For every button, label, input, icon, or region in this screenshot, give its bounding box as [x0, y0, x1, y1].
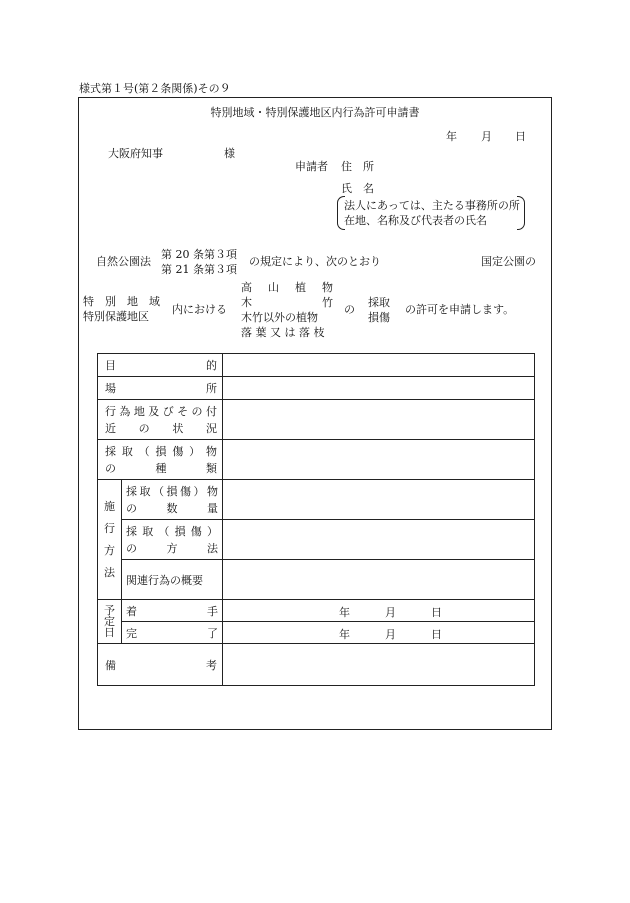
end-day-label: 日 — [431, 627, 442, 641]
site-l1-c2: 為 — [119, 404, 131, 418]
row-start-date — [98, 600, 535, 622]
qty-l2-c3: 量 — [207, 501, 218, 515]
plant-fallen-leaves: 落 葉 又 は 落 枝 — [241, 326, 325, 339]
law-article-21: 第 21 条第３項 — [161, 263, 237, 276]
purpose-c2: 的 — [206, 359, 217, 372]
start-c2: 手 — [207, 604, 218, 618]
row-purpose — [98, 354, 535, 377]
law-name: 自然公園法 — [96, 255, 151, 268]
site-l1-c5: び — [162, 404, 174, 418]
end-c2: 了 — [207, 626, 218, 640]
applicant-address-label: 住 所 — [341, 160, 374, 173]
species-l1-c1: 採 — [105, 444, 116, 458]
site-l2-c2: の — [138, 421, 150, 435]
form-number: 様式第１号(第２条関係)その９ — [79, 82, 231, 95]
start-c1: 着 — [126, 604, 137, 618]
location-c1: 場 — [105, 382, 116, 395]
label-start — [122, 600, 223, 622]
method-c2: 行 — [104, 521, 115, 535]
site-l2-c1: 近 — [105, 421, 116, 435]
label-species — [98, 440, 223, 480]
species-l1-c2: 取 — [121, 444, 133, 458]
qty-l1-c4: 損 — [166, 484, 178, 498]
site-l1-c4: 及 — [148, 404, 160, 418]
start-month-label: 月 — [385, 605, 396, 619]
means-l1-c6: ） — [206, 524, 218, 538]
schedule-c1: 予 — [104, 604, 115, 617]
start-year-label: 年 — [339, 605, 350, 619]
area-within-text: 内における — [172, 303, 227, 316]
means-l2-c3: 法 — [207, 541, 218, 555]
row-remarks — [98, 644, 535, 686]
corporation-note: 法人にあっては、主たる事務所の所在地、名称及び代表者の氏名 — [344, 199, 520, 227]
action-particle: の — [344, 303, 355, 316]
species-l2-c1: の — [105, 461, 116, 475]
value-start-date[interactable] — [223, 600, 535, 622]
header-day-label: 日 — [515, 130, 526, 143]
plant-alpine-c2: 山 — [268, 281, 279, 294]
plant-alpine-c4: 物 — [322, 281, 333, 294]
qty-l1-c5: 傷 — [180, 484, 191, 498]
qty-l1-c2: 取 — [139, 484, 151, 498]
value-quantity[interactable] — [223, 480, 535, 520]
label-schedule-group — [98, 600, 122, 644]
applicant-label: 申請者 — [295, 160, 328, 173]
site-l1-c3: 地 — [133, 404, 145, 418]
site-l2-c3: 状 — [172, 421, 184, 435]
method-c3: 方 — [104, 543, 115, 557]
qty-l1-c6: ） — [193, 484, 205, 498]
action-damage: 損傷 — [368, 311, 390, 324]
row-species — [98, 440, 535, 480]
area-special-zone: 特 別 地 域 — [83, 295, 160, 308]
qty-l2-c1: の — [126, 501, 137, 515]
label-end — [122, 622, 223, 644]
method-c4: 法 — [104, 565, 115, 579]
action-collect: 採取 — [368, 296, 390, 309]
plant-alpine-c1: 高 — [241, 281, 252, 294]
header-year-label: 年 — [446, 130, 457, 143]
qty-l1-c3: （ — [153, 484, 164, 498]
site-l1-c7: の — [191, 404, 203, 418]
corporation-note-bracket — [337, 196, 525, 230]
remarks-c2: 考 — [206, 658, 217, 672]
end-year-label: 年 — [339, 627, 350, 641]
plant-wood: 木 — [241, 296, 252, 309]
label-site-condition — [98, 400, 223, 440]
qty-l1-c7: 物 — [207, 484, 218, 498]
value-remarks[interactable] — [223, 644, 535, 686]
site-l2-c4: 況 — [205, 421, 217, 435]
row-end-date — [98, 622, 535, 644]
means-l1-c1: 採 — [126, 524, 137, 538]
value-species[interactable] — [223, 440, 535, 480]
site-l1-c8: 付 — [205, 404, 217, 418]
addressee-name: 大阪府知事 — [108, 147, 163, 160]
plant-other: 木竹以外の植物 — [241, 311, 318, 324]
park-suffix: 国定公園の — [481, 255, 536, 268]
plant-alpine-c3: 植 — [295, 281, 306, 294]
qty-l1-c1: 採 — [126, 484, 137, 498]
means-l1-c5: 傷 — [190, 524, 202, 538]
method-c1: 施 — [104, 499, 115, 513]
label-location — [98, 377, 223, 400]
plant-alpine — [241, 279, 333, 295]
schedule-c3: 日 — [104, 626, 115, 639]
label-means — [122, 520, 223, 560]
means-l2-c2: 方 — [166, 541, 178, 555]
end-c1: 完 — [126, 626, 137, 640]
addressee-honorific: 様 — [224, 147, 235, 160]
label-related-actions — [122, 560, 223, 600]
start-day-label: 日 — [431, 605, 442, 619]
value-related-actions[interactable] — [223, 560, 535, 600]
means-l1-c3: （ — [158, 524, 170, 538]
means-l2-c1: の — [126, 541, 137, 555]
label-method-group — [98, 480, 122, 600]
law-article-20: 第 20 条第３項 — [161, 248, 237, 261]
purpose-c1: 目 — [105, 359, 116, 372]
row-quantity — [98, 480, 535, 520]
remarks-c1: 備 — [105, 658, 116, 672]
label-quantity — [122, 480, 223, 520]
species-l1-c3: （ — [138, 444, 150, 458]
row-location — [98, 377, 535, 400]
means-l1-c4: 損 — [174, 524, 186, 538]
related-text: 関連行為の概要 — [126, 573, 203, 587]
value-location[interactable] — [223, 377, 535, 400]
location-c2: 所 — [206, 382, 217, 395]
species-l1-c4: 損 — [155, 444, 167, 458]
area-special-protection: 特別保護地区 — [83, 310, 149, 323]
form-title: 特別地域・特別保護地区内行為許可申請書 — [210, 106, 420, 119]
species-l2-c2: 種 — [155, 461, 167, 475]
site-l1-c1: 行 — [105, 404, 116, 418]
label-remarks — [98, 644, 223, 686]
row-site-condition — [98, 400, 535, 440]
species-l1-c6: ） — [189, 444, 201, 458]
label-purpose — [98, 354, 223, 377]
application-details-table — [97, 353, 535, 686]
plant-bamboo: 竹 — [322, 296, 333, 309]
plant-wood-bamboo — [241, 294, 333, 310]
value-end-date[interactable] — [223, 622, 535, 644]
means-l1-c2: 取 — [142, 524, 154, 538]
site-l1-c6: そ — [177, 404, 189, 418]
bracket-right — [517, 196, 525, 230]
end-month-label: 月 — [385, 627, 396, 641]
species-l1-c7: 物 — [205, 444, 217, 458]
applicant-name-label: 氏 名 — [341, 182, 374, 195]
species-l1-c5: 傷 — [172, 444, 184, 458]
value-purpose[interactable] — [223, 354, 535, 377]
value-site-condition[interactable] — [223, 400, 535, 440]
qty-l2-c2: 数 — [166, 501, 178, 515]
action-closing: の許可を申請します。 — [405, 303, 515, 316]
value-means[interactable] — [223, 520, 535, 560]
row-means — [98, 520, 535, 560]
row-related-actions — [98, 560, 535, 600]
header-month-label: 月 — [481, 130, 492, 143]
schedule-c2: 定 — [104, 615, 115, 628]
law-text: の規定により、次のとおり — [249, 255, 381, 268]
species-l2-c3: 類 — [206, 461, 217, 475]
